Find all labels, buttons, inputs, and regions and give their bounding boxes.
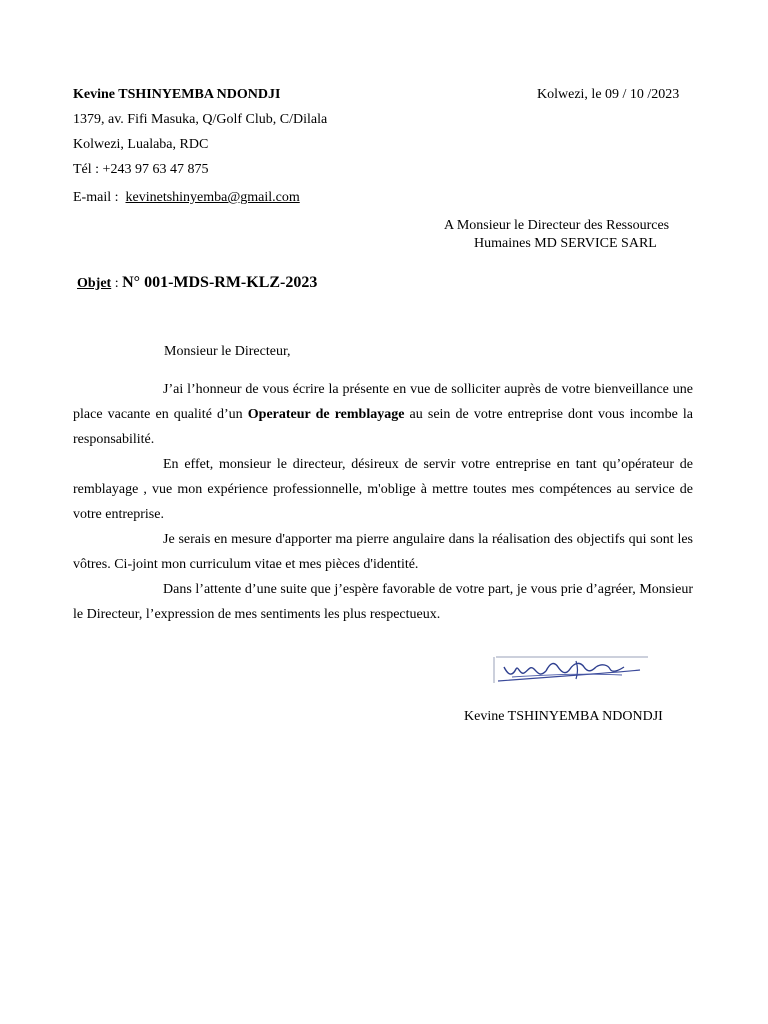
paragraph-1-end: au sein de votre entreprise dont vous incombe la responsabilité. — [73, 407, 693, 447]
subject-reference: N° 001-MDS-RM-KLZ-2023 — [122, 274, 318, 291]
date-place: Kolwezi, le 09 / 10 /2023 — [537, 87, 680, 102]
salutation: Monsieur le Directeur, — [164, 344, 291, 359]
sender-address-line1: 1379, av. Fifi Masuka, Q/Golf Club, C/Dilala — [73, 112, 328, 127]
sender-name: Kevine TSHINYEMBA NDONDJI — [73, 87, 281, 102]
subject-separator: : — [111, 276, 123, 291]
sender-email-line — [73, 189, 300, 207]
letter-body — [73, 377, 693, 627]
paragraph-3: Je serais en mesure d'apporter ma pierre angulaire dans la réalisation des objectifs qui sont les vôtres. Ci-joint mon curriculum vitae et mes pièces d'identité. — [73, 532, 693, 572]
handwritten-signature — [492, 655, 648, 685]
subject-label: Objet — [77, 276, 112, 291]
paragraph-4: Dans l’attente d’une suite que j’espère favorable de votre part, je vous prie d’agréer, Monsieur le Directeur, l’expression de mes sentiments les plus respectueux. — [73, 582, 693, 622]
recipient-line1: A Monsieur le Directeur des Ressources — [444, 218, 670, 233]
sender-phone: Tél : +243 97 63 47 875 — [73, 162, 209, 177]
paragraph-1-intro: J’ai l’honneur de vous écrire la présente en vue de solliciter auprès de votre bienveillance une place vacante en qualité d’un — [73, 382, 693, 422]
email-label: E-mail : — [73, 190, 122, 205]
position-title: Operateur de remblayage — [247, 407, 405, 422]
paragraph-2: En effet, monsieur le directeur, désireux de servir votre entreprise en tant qu’opérateur de remblayage , vue mon expérience professionnelle, m'oblige à mettre toutes mes compétences au service de votre entreprise. — [73, 457, 693, 522]
recipient-line2: Humaines MD SERVICE SARL — [474, 236, 657, 251]
sender-address-line2: Kolwezi, Lualaba, RDC — [73, 137, 209, 152]
paragraph-1 — [73, 377, 693, 452]
signature-name: Kevine TSHINYEMBA NDONDJI — [464, 709, 663, 724]
subject-line — [77, 274, 317, 293]
email-link[interactable]: kevinetshinyemba@gmail.com — [125, 190, 300, 205]
